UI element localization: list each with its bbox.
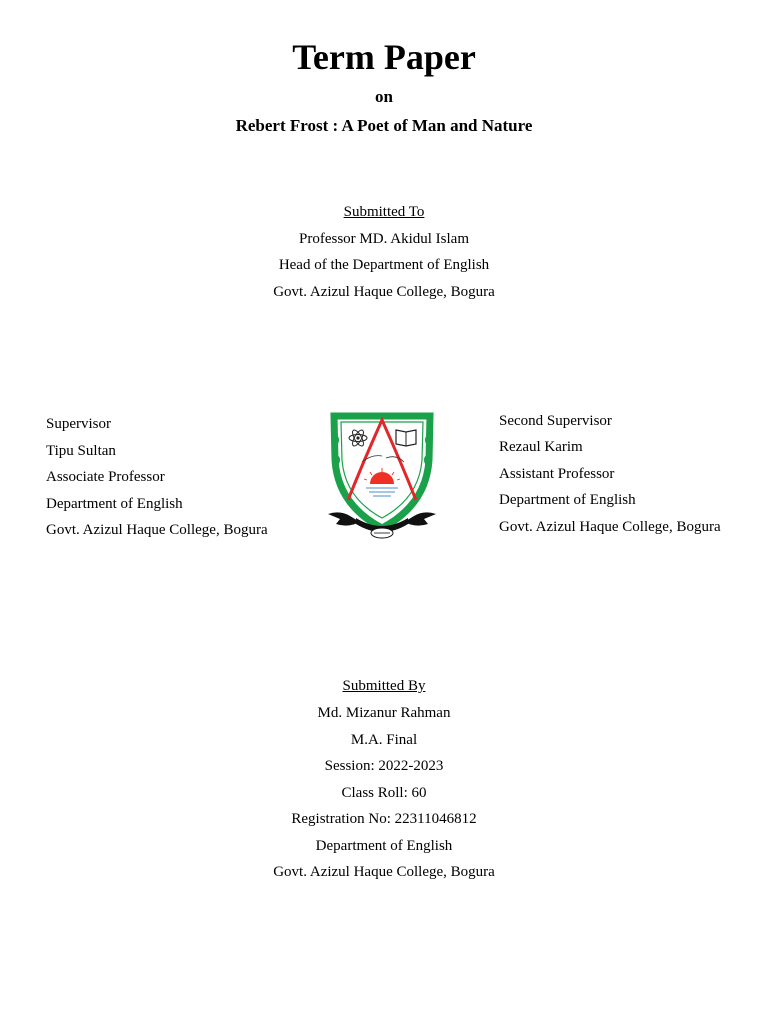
paper-subtitle: Rebert Frost : A Poet of Man and Nature — [235, 116, 533, 135]
second-supervisor-name: Rezaul Karim — [499, 439, 583, 455]
student-class: M.A. Final — [350, 732, 418, 748]
second-supervisor-position: Assistant Professor — [499, 466, 615, 482]
supervisor-name: Tipu Sultan — [46, 443, 116, 459]
student-roll: Class Roll: 60 — [341, 785, 427, 801]
title-connector: on — [375, 87, 393, 106]
submitted-to-heading: Submitted To — [343, 204, 425, 220]
supervisor-college: Govt. Azizul Haque College, Bogura — [46, 522, 268, 538]
second-supervisor-college: Govt. Azizul Haque College, Bogura — [499, 519, 721, 535]
student-department: Department of English — [315, 838, 453, 854]
student-session: Session: 2022-2023 — [324, 758, 444, 774]
supervisor-label: Supervisor — [46, 416, 111, 432]
student-name: Md. Mizanur Rahman — [317, 705, 451, 721]
student-registration: Registration No: 22311046812 — [291, 811, 477, 827]
supervisor-position: Associate Professor — [46, 469, 165, 485]
supervisor-department: Department of English — [46, 496, 183, 512]
page-title: Term Paper — [292, 37, 476, 77]
submitted-to-name: Professor MD. Akidul Islam — [299, 231, 469, 247]
submitted-by-heading: Submitted By — [342, 678, 426, 694]
submitted-to-position: Head of the Department of English — [278, 257, 490, 273]
student-college: Govt. Azizul Haque College, Bogura — [273, 864, 495, 880]
college-crest-icon — [326, 410, 438, 542]
submitted-to-college: Govt. Azizul Haque College, Bogura — [273, 284, 495, 300]
second-supervisor-label: Second Supervisor — [499, 413, 612, 429]
second-supervisor-department: Department of English — [499, 492, 636, 508]
